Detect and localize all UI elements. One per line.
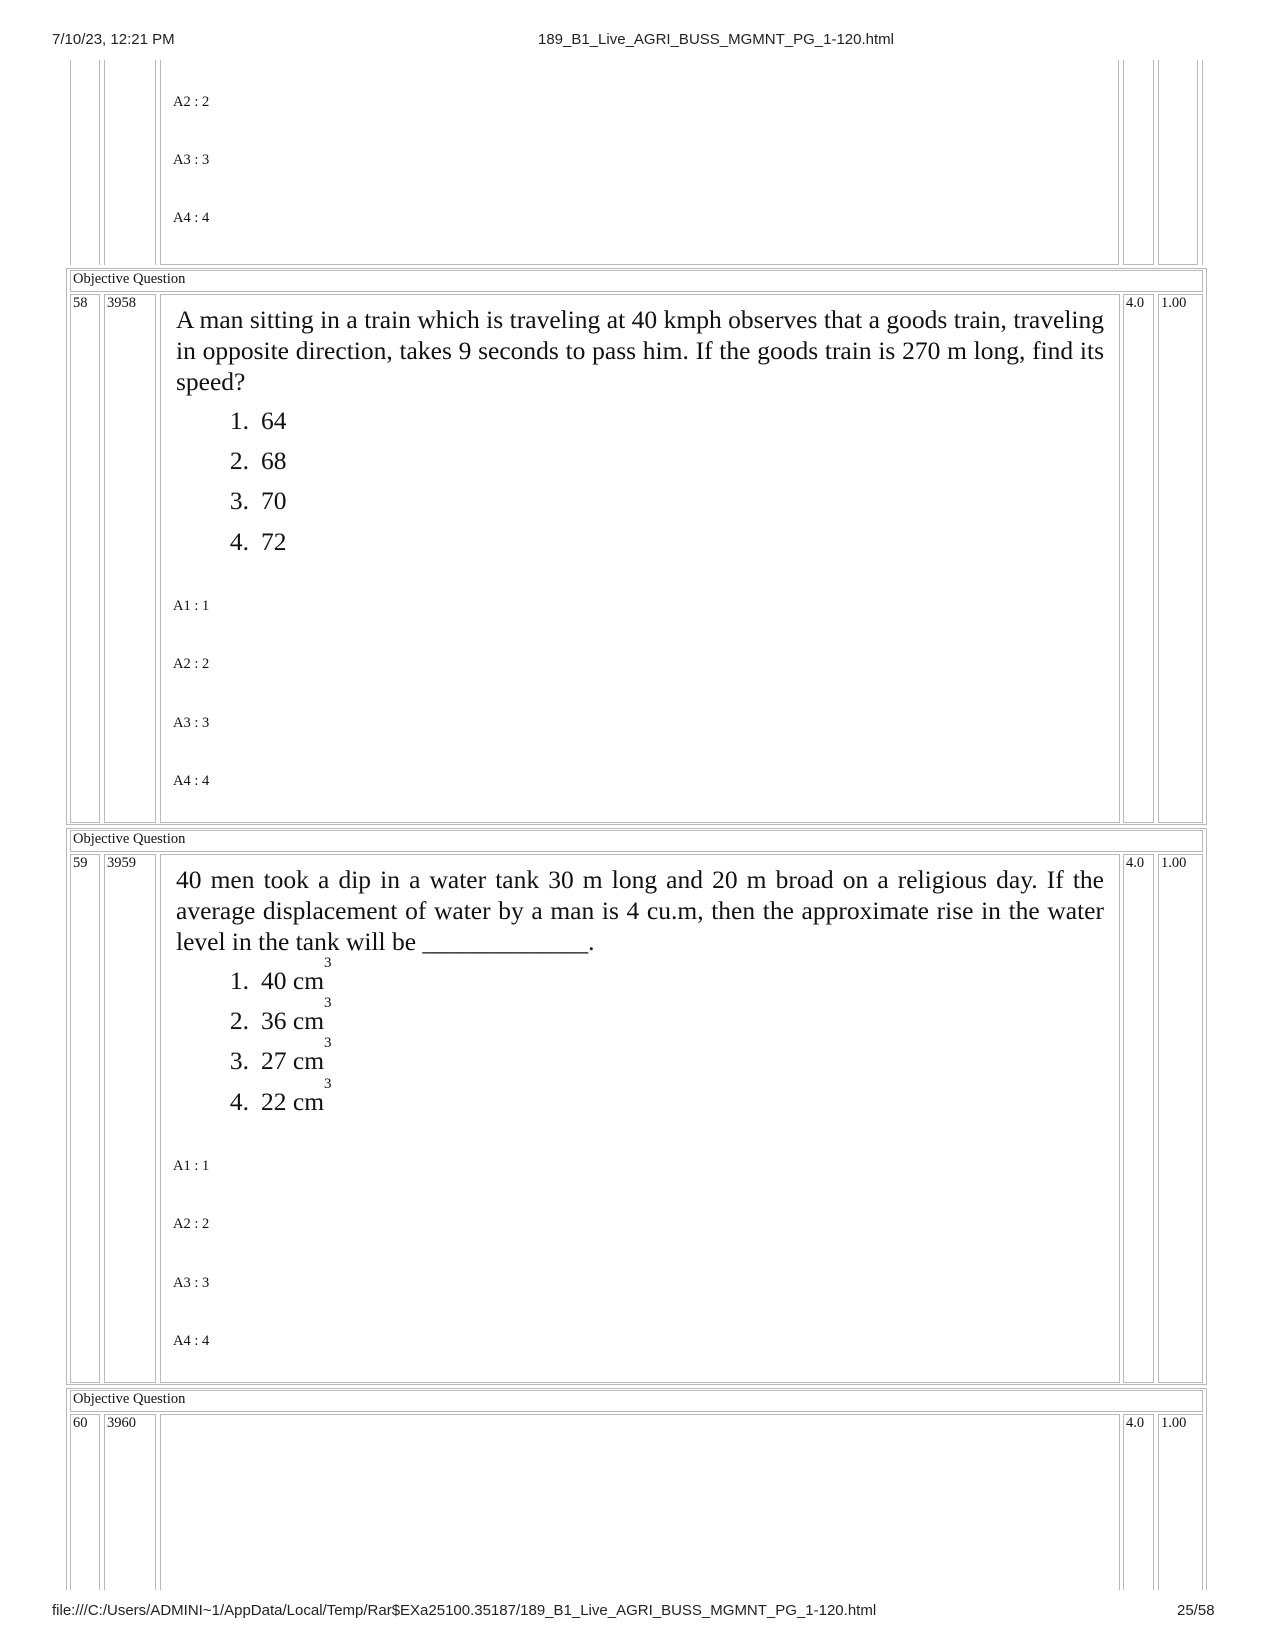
question-marks: 4.0 <box>1126 855 1145 871</box>
answer-option: A1 : 1 <box>173 598 210 614</box>
option-item: 4. 22 $cm^3$ <box>229 1076 332 1116</box>
question-serial-number: 58 <box>73 295 88 311</box>
option-item: 4. 72 <box>229 527 287 556</box>
question-negative-marks: 1.00 <box>1161 1415 1187 1431</box>
answer-option: A3 : 3 <box>173 152 210 168</box>
answer-option: A2 : 2 <box>173 94 210 110</box>
answer-option: A2 : 2 <box>173 1216 210 1232</box>
answer-option: A1 : 1 <box>173 1158 210 1174</box>
question-text: 40 men took a dip in a water tank 30 m long and 20 m broad on a religious day. If the average displacement of water by a man is 4 cu.m, then the approximate rise in the water level in the tank will be _____________. <box>176 865 1104 956</box>
question-marks: 4.0 <box>1126 1415 1145 1431</box>
answer-option: A4 : 4 <box>173 210 210 226</box>
option-item: 1. 64 <box>229 406 287 435</box>
question-type-label: Objective Question <box>73 1391 186 1407</box>
question-type-label: Objective Question <box>73 271 186 287</box>
question-serial-number: 60 <box>73 1415 88 1431</box>
question-negative-marks: 1.00 <box>1161 855 1187 871</box>
option-item: 3. 27 $cm^3$ <box>229 1035 332 1075</box>
answer-option: A4 : 4 <box>173 773 210 789</box>
question-serial-number: 59 <box>73 855 88 871</box>
option-item: 2. 68 <box>229 446 287 475</box>
question-negative-marks: 1.00 <box>1161 295 1187 311</box>
question-type-label: Objective Question <box>73 831 186 847</box>
option-item: 1. 40 $cm^3$ <box>229 955 332 995</box>
option-item: 3. 70 <box>229 486 287 515</box>
print-datetime: 7/10/23, 12:21 PM <box>52 31 175 48</box>
question-id: 3958 <box>107 295 136 311</box>
answer-option: A2 : 2 <box>173 656 210 672</box>
question-id: 3959 <box>107 855 136 871</box>
page-number: 25/58 <box>1177 1602 1215 1619</box>
answer-option: A3 : 3 <box>173 715 210 731</box>
answer-option: A3 : 3 <box>173 1275 210 1291</box>
option-item: 2. 36 $cm^3$ <box>229 995 332 1035</box>
print-title: 189_B1_Live_AGRI_BUSS_MGMNT_PG_1-120.html <box>538 31 895 48</box>
question-id: 3960 <box>107 1415 136 1431</box>
file-path: file:///C:/Users/ADMINI~1/AppData/Local/Temp/Rar$EXa25100.35187/189_B1_Live_AGRI_BUSS_MGMNT_PG_1-120.html <box>52 1602 877 1619</box>
question-marks: 4.0 <box>1126 295 1145 311</box>
answer-option: A4 : 4 <box>173 1333 210 1349</box>
question-text: A man sitting in a train which is traveling at 40 kmph observes that a goods train, traveling in opposite direction, takes 9 seconds to pass him. If the goods train is 270 m long, find its speed? <box>176 305 1104 396</box>
